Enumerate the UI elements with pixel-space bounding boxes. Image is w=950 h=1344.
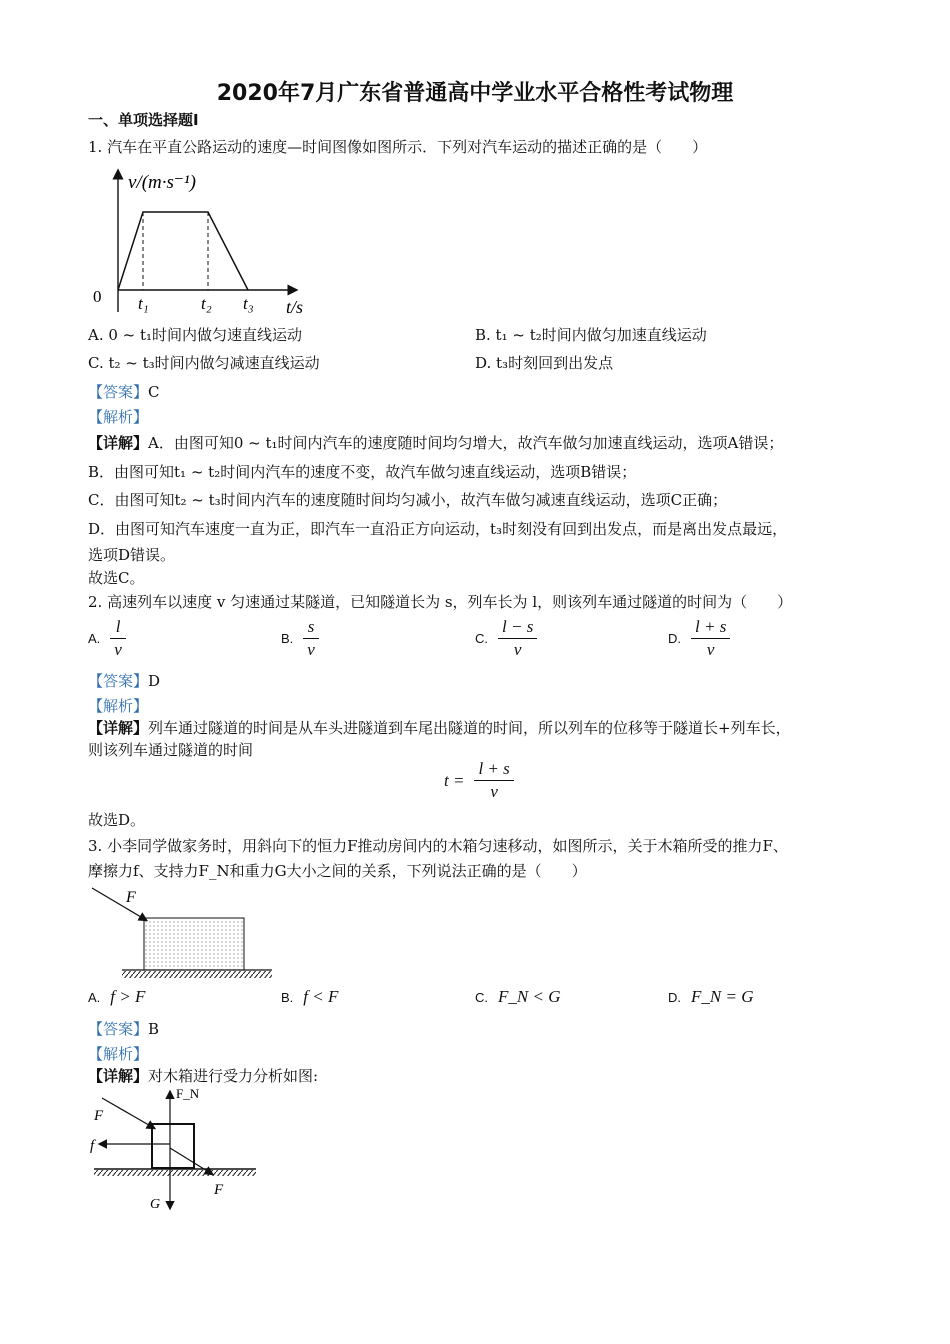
option-expression: f > F	[110, 987, 146, 1006]
denominator: v	[706, 640, 715, 659]
formula-lhs: t =	[444, 770, 465, 790]
force-label: F	[126, 889, 136, 906]
push-force-label: F	[94, 1108, 104, 1124]
q2-conclusion: 故选D。	[88, 811, 146, 829]
q1-conclusion: 故选C。	[88, 569, 145, 587]
q1-explanation-a	[88, 432, 783, 453]
push-force-arrow	[92, 888, 146, 920]
page-title: 2020年7月广东省普通高中学业水平合格性考试物理	[216, 81, 734, 106]
q2-option-d	[668, 616, 730, 661]
q3-stem-line2: 摩擦力f、支持力F_N和重力G大小之间的关系，下列说法正确的是（ ）	[88, 862, 587, 880]
q1-option-a: A. 0 ~ t₁时间内做匀速直线运动	[88, 326, 303, 344]
explanation-text: 对木箱进行受力分析如图:	[148, 1067, 319, 1085]
q2-explanation-2: 则该列车通过隧道的时间	[88, 741, 254, 759]
q2-explanation-1	[88, 717, 791, 738]
ground-hatch	[94, 1170, 256, 1176]
option-fraction	[691, 616, 730, 661]
answer-value: B	[148, 1020, 160, 1038]
moved-force-label: F	[214, 1182, 224, 1198]
q1-explanation-d1: D．由图可知汽车速度一直为正，即汽车一直沿正方向运动，t₃时刻没有回到出发点，而是离出发点最远，	[88, 520, 788, 538]
normal-force-label: F_N	[176, 1086, 200, 1101]
option-letter: D.	[668, 989, 681, 1005]
q3-analysis-tag: 【解析】	[88, 1045, 149, 1063]
q3-option-c	[475, 987, 560, 1007]
explanation-text: A．由图可知0 ~ t₁时间内汽车的速度随时间均匀增大，故汽车做匀加速直线运动，选项A错误；	[148, 434, 784, 452]
option-expression: F_N < G	[498, 987, 561, 1006]
friction-label: f	[90, 1138, 95, 1154]
numerator: l − s	[498, 616, 537, 639]
q2-formula	[444, 758, 514, 803]
option-expression: F_N = G	[691, 987, 754, 1006]
q1-answer	[88, 381, 160, 402]
q1-stem: 1. 汽车在平直公路运动的速度—时间图像如图所示．下列对汽车运动的描述正确的是（ ）	[88, 138, 708, 156]
q1-explanation-c: C．由图可知t₂ ~ t₃时间内汽车的速度随时间均匀减小，故汽车做匀减速直线运动，选项C正确；	[88, 491, 728, 509]
t2-label: t₂	[201, 294, 212, 313]
velocity-curve	[118, 212, 248, 290]
t-axis-label: t/s	[286, 297, 304, 317]
q1-option-b: B. t₁ ~ t₂时间内做匀加速直线运动	[475, 326, 707, 344]
detail-tag: 【详解】	[88, 434, 149, 452]
section-heading: 一、单项选择题Ⅰ	[88, 111, 199, 129]
numerator: s	[303, 616, 319, 639]
option-letter: C.	[475, 989, 488, 1005]
box	[152, 1124, 194, 1168]
answer-tag: 【答案】	[88, 383, 149, 401]
option-fraction	[303, 616, 319, 661]
explanation-text: 列车通过隧道的时间是从车头进隧道到车尾出隧道的时间，所以列车的位移等于隧道长+列车长，	[148, 719, 791, 737]
numerator: l + s	[691, 616, 730, 639]
detail-tag: 【详解】	[88, 1067, 149, 1085]
q1-explanation-b: B．由图可知t₁ ~ t₂时间内汽车的速度不变，故汽车做匀速直线运动，选项B错误；	[88, 463, 637, 481]
q3-box-figure	[88, 884, 288, 984]
answer-value: C	[148, 383, 160, 401]
q3-option-d	[668, 987, 753, 1007]
gravity-label: G	[150, 1197, 161, 1212]
denominator: v	[114, 640, 122, 659]
numerator: l + s	[474, 758, 513, 781]
q2-option-a	[88, 616, 126, 661]
q2-stem: 2. 高速列车以速度 v 匀速通过某隧道，已知隧道长为 s，列车长为 l，则该列车通过隧道的时间为（ ）	[88, 593, 793, 611]
option-letter: A.	[88, 631, 101, 646]
option-fraction	[498, 616, 537, 661]
floor-hatch	[122, 971, 272, 978]
t1-label: t₁	[138, 294, 149, 313]
q1-option-c: C. t₂ ~ t₃时间内做匀减速直线运动	[88, 354, 320, 372]
q1-option-d: D. t₃时刻回到出发点	[475, 354, 614, 372]
option-letter: B.	[281, 989, 294, 1005]
formula-fraction	[474, 758, 513, 803]
option-letter: D.	[668, 631, 681, 646]
push-force-arrow	[102, 1098, 154, 1128]
option-fraction	[110, 616, 126, 661]
option-letter: B.	[281, 631, 294, 646]
option-letter: A.	[88, 989, 101, 1005]
q3-free-body-diagram	[86, 1082, 266, 1212]
q3-option-a	[88, 987, 145, 1007]
option-expression: f < F	[303, 987, 339, 1006]
q2-analysis-tag: 【解析】	[88, 697, 149, 715]
denominator: v	[513, 640, 522, 659]
answer-tag: 【答案】	[88, 1020, 149, 1038]
t3-label: t₃	[243, 294, 254, 313]
q3-stem-line1: 3. 小李同学做家务时，用斜向下的恒力F推动房间内的木箱匀速移动，如图所示，关于木箱所受的推力F、	[88, 837, 788, 855]
numerator: l	[110, 616, 126, 639]
q1-explanation-d2: 选项D错误。	[88, 546, 176, 564]
denominator: v	[490, 782, 498, 801]
q3-answer	[88, 1018, 159, 1039]
answer-value: D	[148, 672, 161, 690]
q1-analysis-tag: 【解析】	[88, 408, 149, 426]
detail-tag: 【详解】	[88, 719, 149, 737]
wooden-box	[144, 918, 244, 970]
option-letter: C.	[475, 631, 488, 646]
origin-label: 0	[93, 287, 102, 306]
denominator: v	[307, 640, 315, 659]
q2-option-b	[281, 616, 319, 661]
q1-velocity-time-graph	[88, 162, 328, 322]
answer-tag: 【答案】	[88, 672, 149, 690]
v-axis-label: v/(m·s⁻¹)	[128, 172, 196, 193]
q2-answer	[88, 670, 160, 691]
q2-option-c	[475, 616, 537, 661]
q3-option-b	[281, 987, 338, 1007]
